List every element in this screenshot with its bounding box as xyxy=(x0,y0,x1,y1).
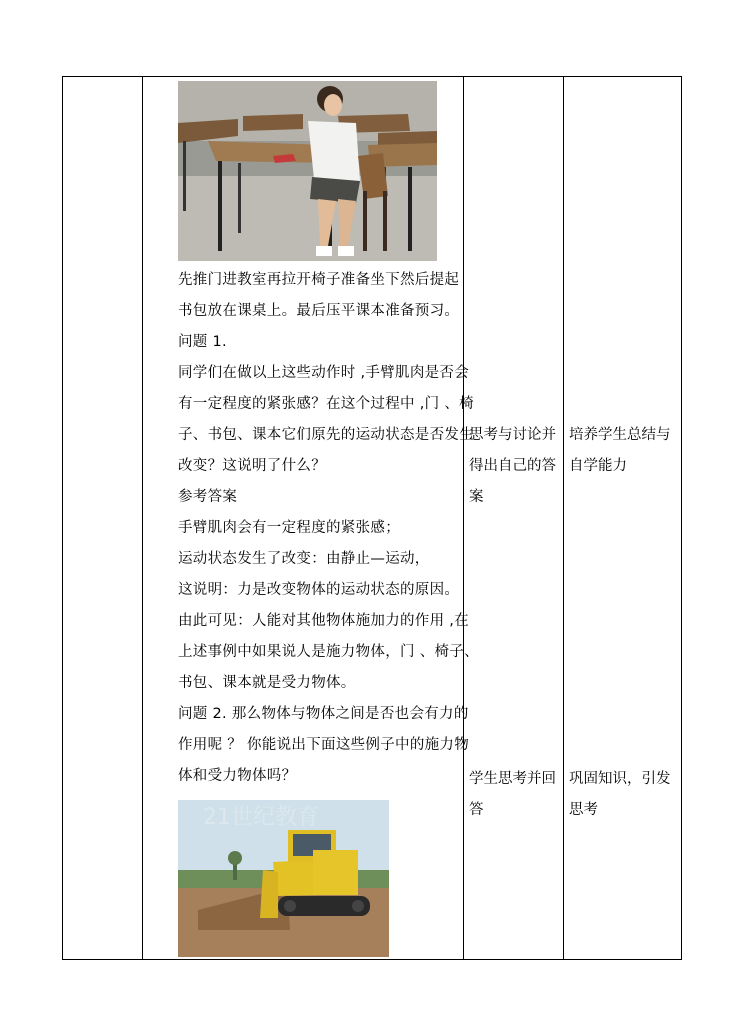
main-content-column xyxy=(178,81,479,957)
text-line: 有一定程度的紧张感？在这个过程中 ,门 、椅 xyxy=(178,396,474,412)
text-line: 运动状态发生了改变：由静止—运动， xyxy=(178,551,430,567)
classroom-photo xyxy=(178,81,437,261)
watermark: 21世纪教育 xyxy=(203,805,319,830)
lesson-table xyxy=(62,76,682,960)
column-divider xyxy=(142,77,143,959)
text-line: 培养学生总结与 xyxy=(569,427,671,443)
text-line: 思考 xyxy=(569,802,598,818)
question-2-line: 问题 2. 那么物体与物体之间是否也会有力的 xyxy=(178,706,469,722)
design-intent-2 xyxy=(569,764,681,826)
column-divider xyxy=(563,77,564,959)
text-line: 同学们在做以上这些动作时 ,手臂肌肉是否会 xyxy=(178,365,470,381)
design-intent-1 xyxy=(569,420,681,482)
text-line: 书包放在课桌上。最后压平课本准备预习。 xyxy=(178,303,460,319)
text-line: 子、书包、课本它们原先的运动状态是否发生 xyxy=(178,427,474,443)
text-line: 上述事例中如果说人是施力物体，门 、椅子、 xyxy=(178,644,479,660)
text-line: 答 xyxy=(469,802,484,818)
text-line: 案 xyxy=(469,489,484,505)
student-activity-2 xyxy=(469,764,561,826)
answer-heading: 参考答案 xyxy=(178,489,238,505)
bulldozer-photo xyxy=(178,800,389,957)
text-line: 由此可见：人能对其他物体施加力的作用 ,在 xyxy=(178,613,470,629)
text-line: 手臂肌肉会有一定程度的紧张感； xyxy=(178,520,400,536)
text-line: 巩固知识，引发 xyxy=(569,771,671,787)
column-divider xyxy=(463,77,464,959)
text-line: 书包、课本就是受力物体。 xyxy=(178,675,356,691)
text-line: 先推门进教室再拉开椅子准备坐下然后提起 xyxy=(178,272,460,288)
text-line: 自学能力 xyxy=(569,458,627,474)
text-line: 作用呢 ？ 你能说出下面这些例子中的施力物 xyxy=(178,737,470,753)
text-line: 改变？这说明了什么？ xyxy=(178,458,326,474)
text-line: 思考与讨论并 xyxy=(469,427,556,443)
text-line: 得出自己的答 xyxy=(469,458,556,474)
text-line: 体和受力物体吗？ xyxy=(178,768,297,784)
text-line: 学生思考并回 xyxy=(469,771,556,787)
lesson-text xyxy=(178,265,479,792)
text-line: 这说明：力是改变物体的运动状态的原因。 xyxy=(178,582,460,598)
question-1-heading: 问题 1. xyxy=(178,334,227,350)
student-activity-1 xyxy=(469,420,561,513)
